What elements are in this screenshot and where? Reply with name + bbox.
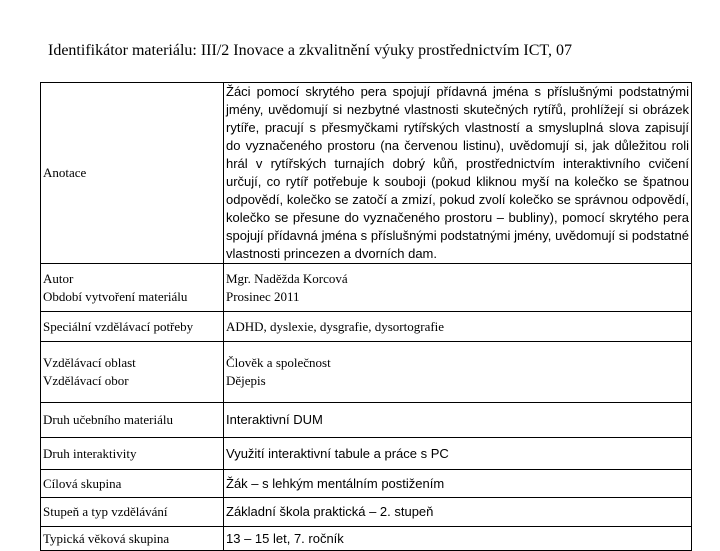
oblast-label-cell [41, 342, 224, 403]
interaktivita-label: Druh interaktivity [41, 438, 224, 470]
vekova-skupina-value: 13 – 15 let, 7. ročník [224, 527, 692, 551]
druh-materialu-label: Druh učebního materiálu [41, 403, 224, 438]
obdobi-label: Období vytvoření materiálu [43, 288, 188, 304]
oblast-label: Vzdělávací oblast [43, 355, 136, 370]
cilova-skupina-value: Žák – s lehkým mentálním postižením [224, 470, 692, 498]
potreby-label: Speciální vzdělávací potřeby [41, 312, 224, 342]
vekova-skupina-label: Typická věková skupina [41, 527, 224, 551]
cilova-skupina-label: Cílová skupina [41, 470, 224, 498]
row-autor [41, 264, 692, 312]
anotace-value: Žáci pomocí skrytého pera spojují přídavná jména s příslušnými podstatnými jmény, uvědomují si nezbytné vlastnosti skutečných rytířů, prohlížejí si obrázek rytíře, pracují s přesmyčkami rytířských vlastností a smysluplná slova zapisují do vyznačeného prostoru (na červenou listinu), uvědomují si, jak důležitou roli hrál v rytířských turnajích dobrý kůň, prostřednictvím interaktivního cvičení určují, co rytíř potřebuje k souboji (pokud kliknou myší na kolečko se špatnou odpovědí, kolečko se zatočí a zmizí, pokud zvolí kolečko se správnou odpovědí, kolečko se přesune do vyznačeného prostoru – bubliny), pomocí skrytého pera spojují přídavná jména s příslušnými podstatnými jmény, uvědomují si podstatné vlastnosti princezen a dvorních dam. [224, 83, 692, 264]
autor-label-cell [41, 264, 224, 312]
row-druh-materialu [41, 403, 692, 438]
interaktivita-value: Využití interaktivní tabule a práce s PC [224, 438, 692, 470]
anotace-label: Anotace [41, 83, 224, 264]
material-identifier-title: Identifikátor materiálu: III/2 Inovace a zkvalitnění výuky prostřednictvím ICT, 07 [48, 42, 572, 59]
row-interaktivita [41, 438, 692, 470]
oblast-value-cell [224, 342, 692, 403]
material-metadata-table [40, 82, 692, 551]
autor-value-cell [224, 264, 692, 312]
row-anotace [41, 83, 692, 264]
row-oblast [41, 342, 692, 403]
oblast-value: Člověk a společnost [226, 355, 331, 370]
stupen-label: Stupeň a typ vzdělávání [41, 498, 224, 527]
autor-label: Autor [43, 270, 74, 286]
stupen-value: Základní škola praktická – 2. stupeň [224, 498, 692, 527]
row-cilova-skupina [41, 470, 692, 498]
row-vekova-skupina [41, 527, 692, 551]
autor-value: Mgr. Naděžda Korcová [226, 270, 348, 286]
obdobi-value: Prosinec 2011 [226, 288, 300, 304]
druh-materialu-value: Interaktivní DUM [224, 403, 692, 438]
obor-value: Dějepis [226, 373, 266, 388]
row-stupen [41, 498, 692, 527]
row-potreby [41, 312, 692, 342]
potreby-value: ADHD, dyslexie, dysgrafie, dysortografie [224, 312, 692, 342]
obor-label: Vzdělávací obor [43, 373, 129, 388]
